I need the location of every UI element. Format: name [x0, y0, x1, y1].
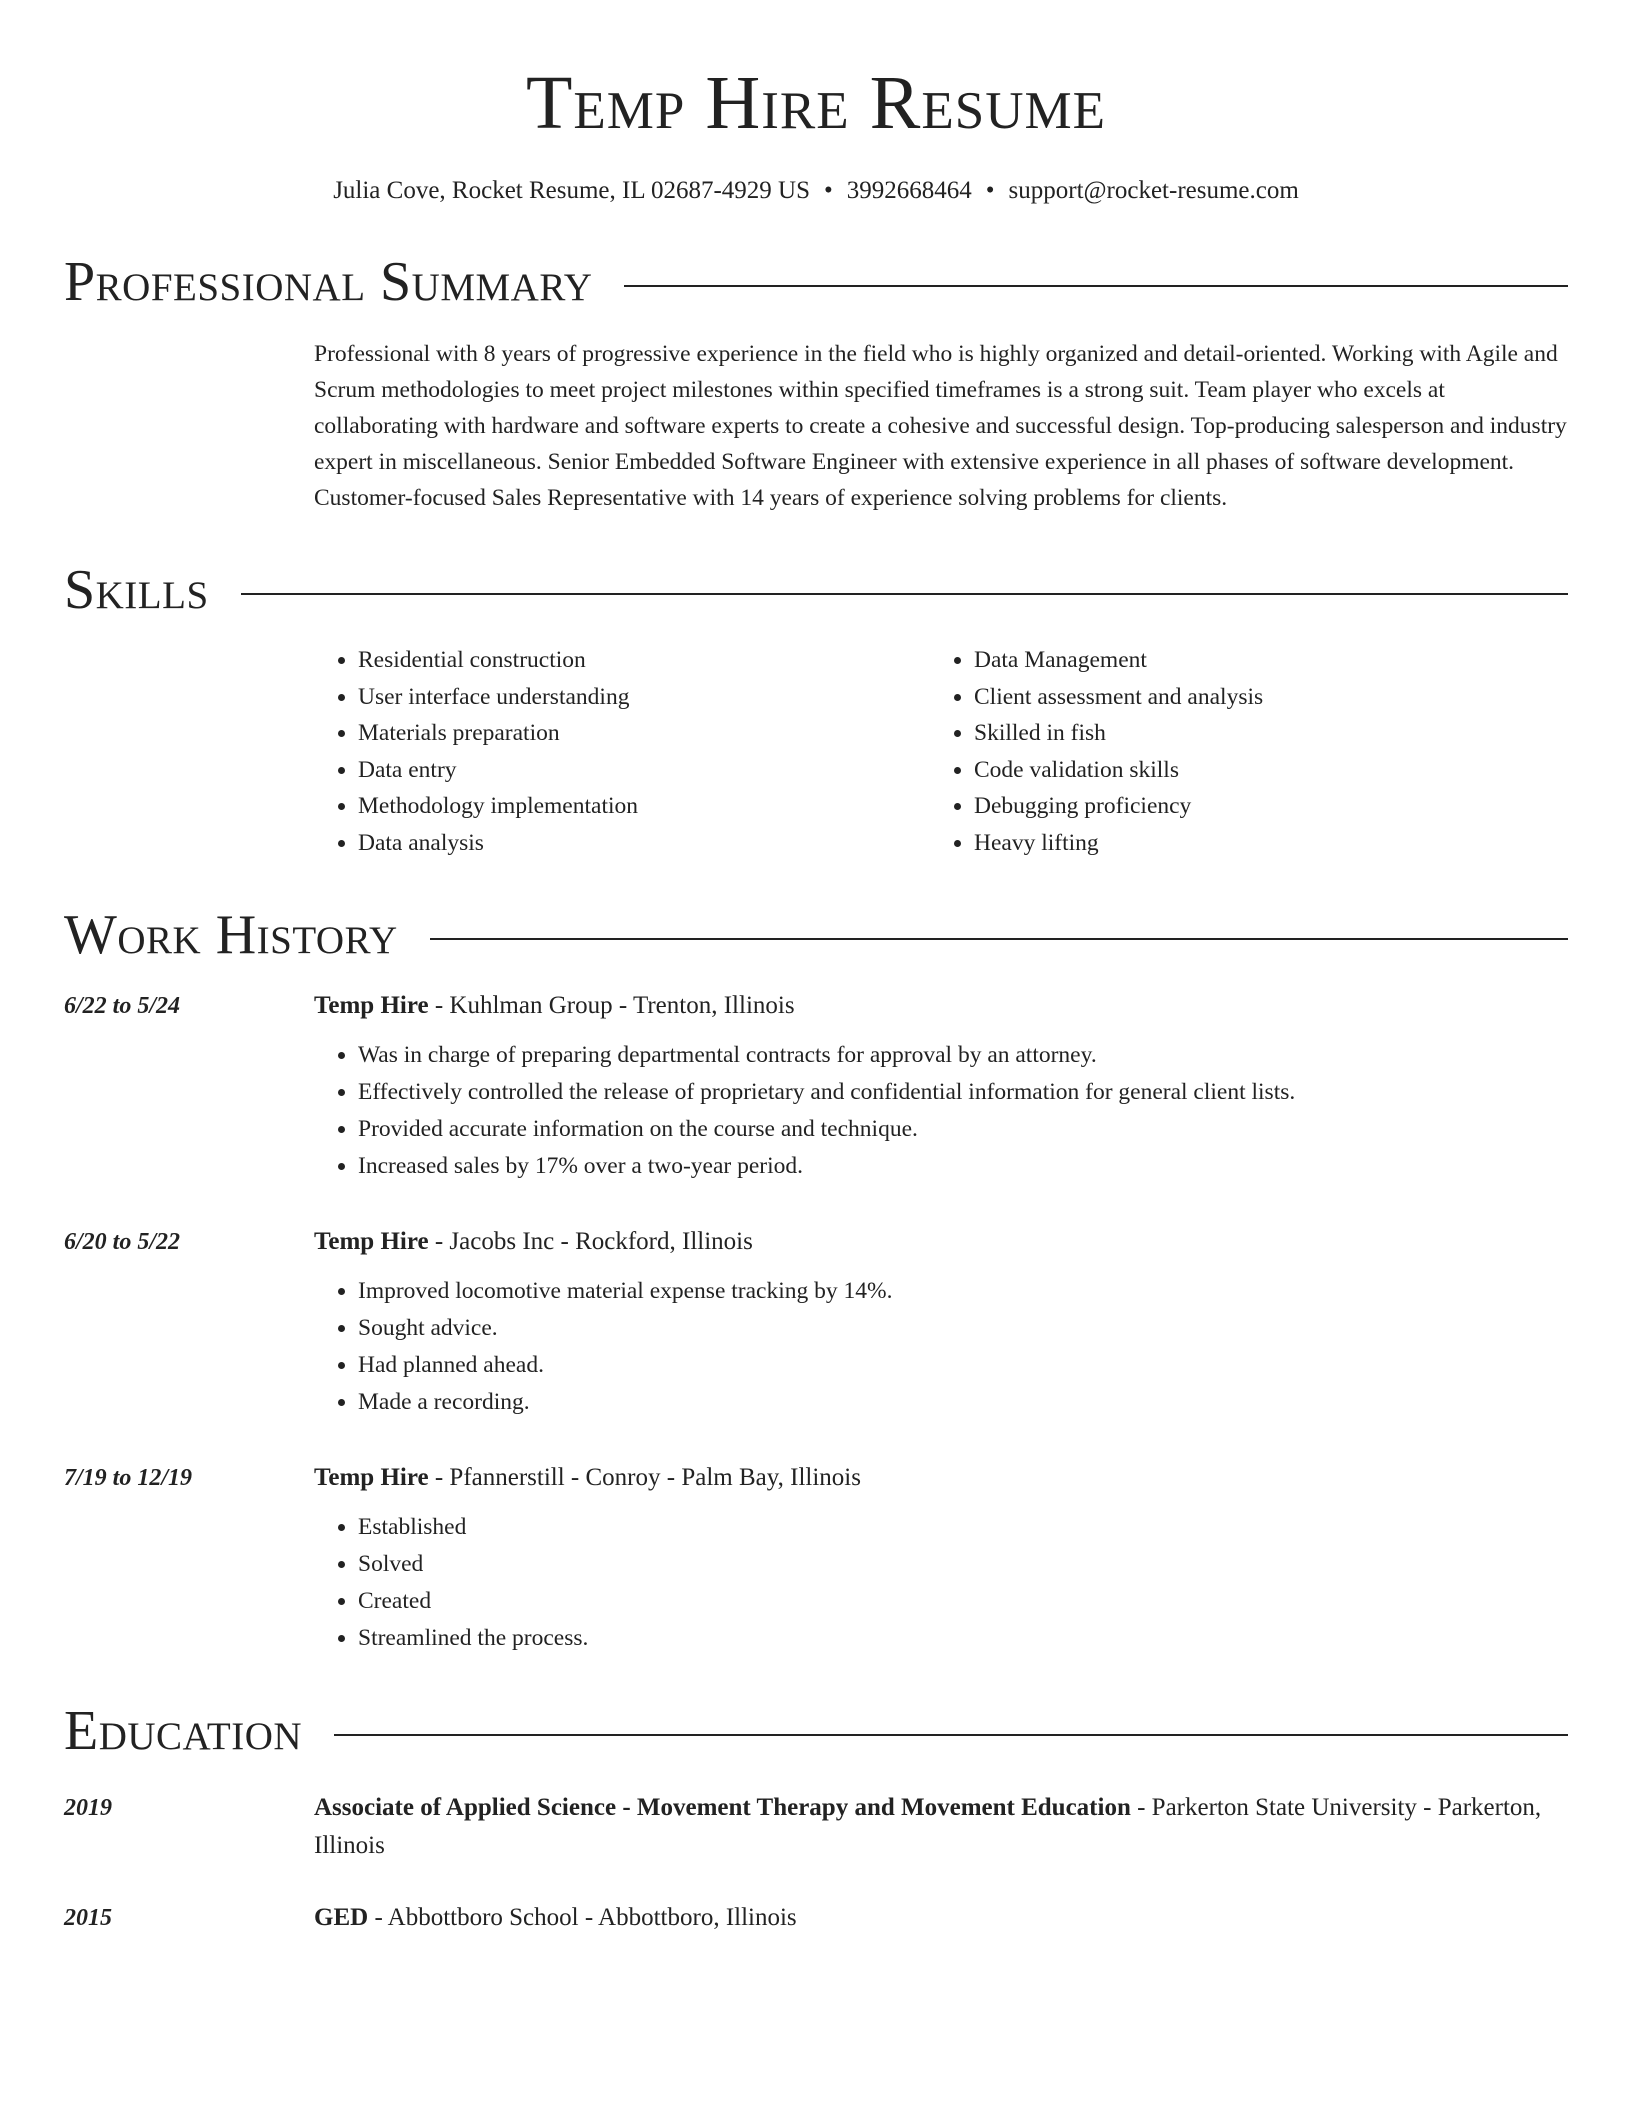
- job-dates: 7/19 to 12/19: [64, 1465, 193, 1491]
- job-entry: [64, 1459, 1568, 1657]
- job-title: Temp Hire: [314, 1464, 429, 1491]
- job-bullet: • Solved: [358, 1546, 1568, 1583]
- section-divider: [334, 1734, 1568, 1736]
- education-degree: GED: [314, 1904, 369, 1931]
- education-year: 2015: [64, 1905, 112, 1931]
- job-dates: 6/22 to 5/24: [64, 993, 181, 1019]
- contact-phone: 3992668464: [846, 177, 972, 204]
- skill-item: • Data entry: [358, 752, 930, 789]
- contact-separator: •: [823, 177, 833, 204]
- job-bullet: • Established: [358, 1509, 1568, 1546]
- job-title-line: [314, 987, 1568, 1025]
- section-divider: [241, 593, 1568, 595]
- skill-item: • Methodology implementation: [358, 788, 930, 825]
- contact-address: Julia Cove, Rocket Resume, IL 02687-4929 US: [333, 177, 810, 204]
- contact-separator: •: [985, 177, 995, 204]
- job-body: [314, 987, 1568, 1185]
- education-body: [314, 1899, 1568, 1937]
- education-entry: [64, 1899, 1568, 1937]
- job-body: [314, 1459, 1568, 1657]
- job-bullet: • Improved locomotive material expense tracking by 14%.: [358, 1273, 1568, 1310]
- job-bullet: • Provided accurate information on the course and technique.: [358, 1111, 1568, 1148]
- education-title-line: [314, 1789, 1568, 1865]
- skill-item: • Code validation skills: [974, 752, 1546, 789]
- job-bullet: • Sought advice.: [358, 1310, 1568, 1347]
- summary-section-heading: [64, 248, 1568, 316]
- skill-item: • Skilled in fish: [974, 715, 1546, 752]
- job-bullets: [314, 1037, 1568, 1185]
- skill-item: • Data analysis: [358, 825, 930, 862]
- job-title: Temp Hire: [314, 1228, 429, 1255]
- education-degree: Associate of Applied Science - Movement Therapy and Movement Education: [314, 1794, 1131, 1821]
- job-details: - Pfannerstill - Conroy - Palm Bay, Illinois: [428, 1464, 861, 1491]
- job-details: - Kuhlman Group - Trenton, Illinois: [428, 992, 795, 1019]
- education-heading: Education: [64, 1700, 303, 1762]
- education-entry: [64, 1789, 1568, 1865]
- job-bullet: • Had planned ahead.: [358, 1347, 1568, 1384]
- education-body: [314, 1789, 1568, 1865]
- job-bullet: • Increased sales by 17% over a two-year period.: [358, 1148, 1568, 1185]
- education-details: - Parkerton State University - Parkerton, Illinois: [314, 1794, 1542, 1859]
- job-entry: [64, 1223, 1568, 1421]
- summary-text: Professional with 8 years of progressive experience in the field who is highly organized and detail-oriented. Working with Agile and Scrum methodologies to meet project milestones within specified timeframes is a strong suit. Team player who excels at collaborating with hardware and software experts to create a cohesive and successful design. Top-producing salesperson and industry expert in miscellaneous. Senior Embedded Software Engineer with extensive experience in all phases of software development. Customer-focused Sales Representative with 14 years of experience solving problems for clients.: [314, 341, 1567, 511]
- job-body: [314, 1223, 1568, 1421]
- education-details: - Abbottboro School - Abbottboro, Illinois: [368, 1904, 797, 1931]
- section-divider: [430, 938, 1568, 940]
- skill-item: • Debugging proficiency: [974, 788, 1546, 825]
- summary-heading: Professional Summary: [64, 251, 593, 313]
- contact-line: [64, 174, 1568, 208]
- skill-item: • Heavy lifting: [974, 825, 1546, 862]
- skill-item: • Residential construction: [358, 642, 930, 679]
- job-entry: [64, 987, 1568, 1185]
- job-dates: 6/20 to 5/22: [64, 1229, 181, 1255]
- resume-title: Temp Hire Resume: [526, 61, 1106, 145]
- job-bullet: • Was in charge of preparing departmental contracts for approval by an attorney.: [358, 1037, 1568, 1074]
- work-section-heading: [64, 901, 1568, 969]
- work-heading: Work History: [64, 904, 398, 966]
- job-title-line: [314, 1459, 1568, 1497]
- skills-heading: Skills: [64, 559, 209, 621]
- job-bullet: • Created: [358, 1583, 1568, 1620]
- job-title: Temp Hire: [314, 992, 429, 1019]
- section-divider: [624, 285, 1568, 287]
- skill-item: • Data Management: [974, 642, 1546, 679]
- skill-item: • Client assessment and analysis: [974, 679, 1546, 716]
- education-year: 2019: [64, 1795, 112, 1821]
- skill-item: • User interface understanding: [358, 679, 930, 716]
- skills-list: [314, 642, 1568, 861]
- skill-item: • Materials preparation: [358, 715, 930, 752]
- job-bullet: • Streamlined the process.: [358, 1620, 1568, 1657]
- job-bullet: • Made a recording.: [358, 1384, 1568, 1421]
- skills-column-left: [314, 642, 930, 861]
- job-bullets: [314, 1273, 1568, 1421]
- contact-email: support@rocket-resume.com: [1008, 177, 1299, 204]
- skills-section-heading: [64, 556, 1568, 624]
- education-title-line: [314, 1899, 1568, 1937]
- job-details: - Jacobs Inc - Rockford, Illinois: [428, 1228, 753, 1255]
- job-title-line: [314, 1223, 1568, 1261]
- job-bullets: [314, 1509, 1568, 1657]
- education-section-heading: [64, 1697, 1568, 1765]
- skills-column-right: [930, 642, 1546, 861]
- job-bullet: • Effectively controlled the release of proprietary and confidential information for general client lists.: [358, 1074, 1568, 1111]
